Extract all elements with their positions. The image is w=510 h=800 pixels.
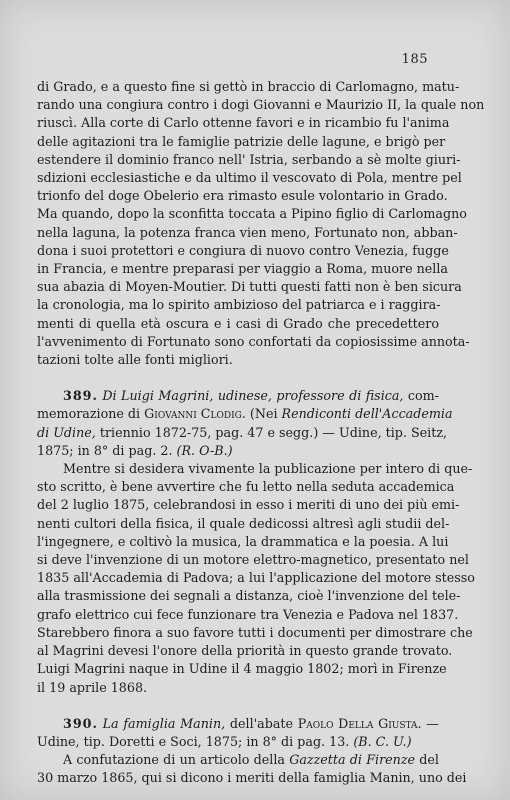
text-line: l'avvenimento di Fortunato sono confortati da copiosissime annota- xyxy=(37,333,470,349)
text-line: la cronologia, ma lo spirito ambizioso del patriarca e i raggira- xyxy=(37,297,441,313)
text-line: sua abazia di Moyen-Moutier. Di tutti questi fatti non è ben sicura xyxy=(37,279,462,295)
library-code: (B. C. U.) xyxy=(353,733,412,749)
text-line: alla trasmissione dei segnali a distanza, cioè l'invenzione del tele- xyxy=(37,588,461,604)
entry-390 xyxy=(37,715,467,788)
text-line: il 19 aprile 1868. xyxy=(37,679,148,695)
text-line: sto scritto, è bene avvertire che fu letto nella seduta accademica xyxy=(37,479,455,495)
text-fragment: A confutazione di un articolo della xyxy=(63,752,290,768)
text-line: Mentre si desidera vivamente la publicazione per intero di que- xyxy=(63,461,473,477)
text-line: 30 marzo 1865, qui si dicono i meriti della famiglia Manin, uno dei xyxy=(37,770,467,786)
text-line: Ma quando, dopo la sconfitta toccata a Pipino figlio di Carlomagno xyxy=(37,206,467,222)
text-fragment: com- xyxy=(403,388,439,404)
entry-title: La famiglia Manin, xyxy=(102,715,226,731)
text-line: Starebbero finora a suo favore tutti i documenti per dimostrare che xyxy=(37,624,473,640)
entry-number: 389. xyxy=(63,388,98,404)
spacer xyxy=(37,697,439,715)
entry-heading-line xyxy=(37,424,448,442)
spacer xyxy=(37,369,439,387)
text-line: delle agitazioni tra le famiglie patrizie delle lagune, e brigò per xyxy=(37,133,446,149)
page-number: 185 xyxy=(401,52,428,67)
text-fragment: memorazione di xyxy=(37,406,145,422)
text-fragment: . — xyxy=(417,715,439,731)
entry-heading-line xyxy=(37,442,439,460)
text-line: rando una congiura contro i dogi Giovanni e Maurizio II, la quale non xyxy=(37,97,485,113)
text-line: del 2 luglio 1875, celebrandosi in esso i meriti di uno dei più emi- xyxy=(37,497,460,513)
entry-heading-line xyxy=(37,715,439,733)
text-fragment: 1875; in 8° di pag. 2. xyxy=(37,442,177,458)
text-fragment: dell'abate xyxy=(225,715,298,731)
text-fragment: triennio 1872-75, pag. 47 e segg.) — Udine, tip. Seitz, xyxy=(95,424,448,440)
text-line: l'ingegnere, e coltivò la musica, la drammatica e la poesia. A lui xyxy=(37,533,449,549)
text-line: 1835 all'Accademia di Padova; a lui l'applicazione del motore stesso xyxy=(37,570,475,586)
entry-389 xyxy=(37,387,475,696)
text-line: tazioni tolte alle fonti migliori. xyxy=(37,352,233,368)
entry-heading-line xyxy=(37,405,453,423)
page-content xyxy=(37,78,485,788)
text-line: sdizioni ecclesiastiche e da ultimo il vescovato di Pola, mentre pel xyxy=(37,170,462,186)
text-line: al Magrini devesi l'onore della priorità in questo grande trovato. xyxy=(37,643,453,659)
text-line: grafo elettrico cui fece funzionare tra Venezia e Padova nel 1837. xyxy=(37,606,459,622)
text-line: Luigi Magrini naque in Udine il 4 maggio 1802; morì in Firenze xyxy=(37,661,447,677)
text-line: menti di quella età oscura e i casi di Grado che precedettero xyxy=(37,315,439,331)
text-line: in Francia, e mentre preparasi per viaggio a Roma, muore nella xyxy=(37,261,448,277)
entry-author: Paolo Della Giusta xyxy=(297,715,418,731)
text-fragment: del xyxy=(415,752,439,768)
text-fragment: Udine, tip. Doretti e Soci, 1875; in 8° di pag. 13. xyxy=(37,733,354,749)
journal-title: Gazzetta di Firenze xyxy=(289,752,416,768)
entry-heading-line xyxy=(37,733,439,751)
text-fragment: . (Nei xyxy=(241,406,282,422)
paragraph-fortunato xyxy=(37,78,485,369)
entry-heading-line xyxy=(37,387,439,405)
entry-author: Giovanni Clodig xyxy=(144,406,242,422)
text-line: nenti cultori della fisica, il quale dedicossi altresì agli studii del- xyxy=(37,515,450,531)
journal-title: Rendiconti dell'Accademia xyxy=(281,406,453,422)
entry-number: 390. xyxy=(63,715,98,731)
text-line: nella laguna, la potenza franca vien meno, Fortunato non, abban- xyxy=(37,224,458,240)
text-line: dona i suoi protettori e congiura di nuovo contro Venezia, fugge xyxy=(37,242,449,258)
text-line: riuscì. Alla corte di Carlo ottenne favori e in ricambio fu l'anima xyxy=(37,115,450,131)
text-line: estendere il dominio franco nell' Istria, serbando a sè molte giuri- xyxy=(37,151,461,167)
text-line xyxy=(37,751,439,769)
text-line: trionfo del doge Obelerio era rimasto esule volontario in Grado. xyxy=(37,188,448,204)
entry-title: Di Luigi Magrini, udinese, professore di fisica, xyxy=(102,388,404,404)
journal-title-cont: di Udine, xyxy=(37,424,96,440)
text-line: di Grado, e a questo fine si gettò in braccio di Carlomagno, matu- xyxy=(37,79,460,94)
library-code: (R. O-B.) xyxy=(176,442,233,458)
text-line: si deve l'invenzione di un motore elettro-magnetico, presentato nel xyxy=(37,552,469,568)
